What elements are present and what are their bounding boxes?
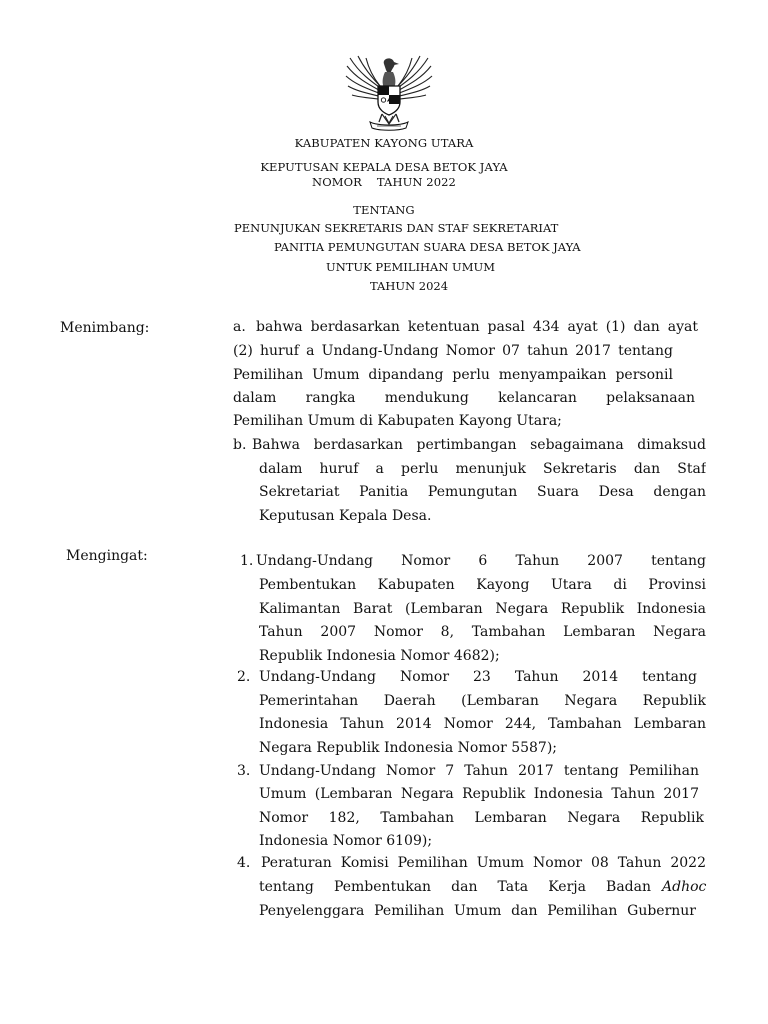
subject-line-1: PENUNJUKAN SEKRETARIS DAN STAF SEKRETARIAT xyxy=(234,221,559,235)
menimbang-marker-b: b. xyxy=(233,437,247,453)
mengingat-1-line-4: Tahun 2007 Nomor 8, Tambahan Lembaran Negara xyxy=(259,624,706,640)
menimbang-a-line-1: bahwa berdasarkan ketentuan pasal 434 ayat (1) dan ayat xyxy=(256,319,698,335)
decree-number: NOMOR TAHUN 2022 xyxy=(312,175,456,189)
mengingat-2-line-3: Indonesia Tahun 2014 Nomor 244, Tambahan Lembaran xyxy=(259,716,706,732)
mengingat-1-line-2: Pembentukan Kabupaten Kayong Utara di Provinsi xyxy=(259,577,706,593)
subject-line-3: UNTUK PEMILIHAN UMUM xyxy=(326,260,495,274)
menimbang-b-line-3: Sekretariat Panitia Pemungutan Suara Desa dengan xyxy=(259,484,706,500)
garuda-emblem-icon xyxy=(342,52,436,132)
menimbang-a-line-5: Pemilihan Umum di Kabupaten Kayong Utara; xyxy=(233,413,562,429)
mengingat-1-line-3: Kalimantan Barat (Lembaran Negara Republik Indonesia xyxy=(259,601,706,617)
regency-title: KABUPATEN KAYONG UTARA xyxy=(294,136,474,150)
mengingat-label: Mengingat: xyxy=(66,548,148,564)
mengingat-1-line-5: Republik Indonesia Nomor 4682); xyxy=(259,648,500,664)
decree-title: KEPUTUSAN KEPALA DESA BETOK JAYA xyxy=(260,160,508,174)
mengingat-2-line-1: Undang-Undang Nomor 23 Tahun 2014 tentang xyxy=(259,669,697,685)
mengingat-4-line-1: Peraturan Komisi Pemilihan Umum Nomor 08 Tahun 2022 xyxy=(261,855,706,871)
mengingat-3-line-1: Undang-Undang Nomor 7 Tahun 2017 tentang Pemilihan xyxy=(259,763,699,779)
menimbang-a-line-2: (2) huruf a Undang-Undang Nomor 07 tahun 2017 tentang xyxy=(233,343,673,359)
mengingat-marker-3: 3. xyxy=(237,763,251,779)
menimbang-marker-a: a. xyxy=(233,319,246,335)
menimbang-b-line-4: Keputusan Kepala Desa. xyxy=(259,508,432,524)
mengingat-3-line-4: Indonesia Nomor 6109); xyxy=(259,833,433,849)
mengingat-1-line-1: Undang-Undang Nomor 6 Tahun 2007 tentang xyxy=(256,553,706,569)
mengingat-4-line-2: tentang Pembentukan dan Tata Kerja Badan xyxy=(259,879,651,895)
mengingat-2-line-2: Pemerintahan Daerah (Lembaran Negara Republik xyxy=(259,693,706,709)
menimbang-a-line-3: Pemilihan Umum dipandang perlu menyampaikan personil xyxy=(233,367,673,383)
mengingat-marker-4: 4. xyxy=(237,855,251,871)
menimbang-a-line-4: dalam rangka mendukung kelancaran pelaksanaan xyxy=(233,390,695,406)
mengingat-marker-1: 1. xyxy=(240,553,254,569)
mengingat-3-line-2: Umum (Lembaran Negara Republik Indonesia Tahun 2017 xyxy=(259,786,699,802)
subject-line-2: PANITIA PEMUNGUTAN SUARA DESA BETOK JAYA xyxy=(274,240,581,254)
menimbang-label: Menimbang: xyxy=(60,320,150,336)
about-heading: TENTANG xyxy=(353,203,415,217)
mengingat-marker-2: 2. xyxy=(237,669,251,685)
subject-line-4: TAHUN 2024 xyxy=(370,279,449,293)
mengingat-3-line-3: Nomor 182, Tambahan Lembaran Negara Republik xyxy=(259,810,704,826)
adhoc-italic-word: Adhoc xyxy=(662,879,707,895)
mengingat-2-line-4: Negara Republik Indonesia Nomor 5587); xyxy=(259,740,558,756)
mengingat-4-line-3: Penyelenggara Pemilihan Umum dan Pemilihan Gubernur xyxy=(259,903,696,919)
menimbang-b-line-2: dalam huruf a perlu menunjuk Sekretaris dan Staf xyxy=(259,461,706,477)
menimbang-b-line-1: Bahwa berdasarkan pertimbangan sebagaimana dimaksud xyxy=(252,437,706,453)
